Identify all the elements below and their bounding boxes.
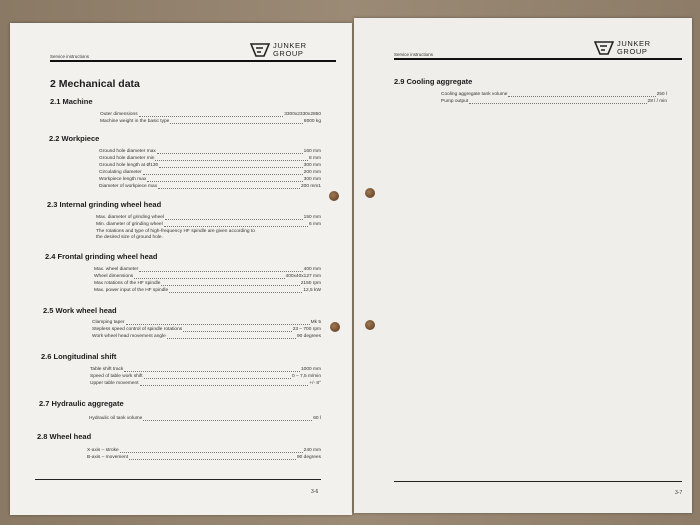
logo-line2: GROUP [273, 49, 304, 58]
spec-row: Ground hole length at Ø130 300 mm [99, 163, 321, 168]
section-heading: 2.8 Wheel head [37, 432, 92, 441]
junker-logo-icon [250, 43, 270, 57]
spec-row: Diameter of workpiece max 200 mm1 [99, 184, 321, 189]
spec-row: Max. diameter of grinding wheel 150 mm [96, 215, 321, 220]
spec-row: Min. diameter of grinding wheel 6 mm [96, 222, 321, 227]
logo-line1: JUNKER [617, 39, 651, 48]
spec-row: Table shift track 1000 mm [90, 367, 321, 372]
left-page [10, 23, 352, 515]
spec-row: Ground hole diameter min 8 mm [99, 156, 321, 161]
header-rule [50, 60, 336, 62]
spec-row: B-axis – movement 90 degrees [87, 455, 321, 460]
spindle-note-line1: The rotations and type of high-frequency HF spindle are given according to [96, 229, 255, 234]
spec-row: Wheel dimensions 400x40x127 mm [94, 274, 321, 279]
header-rule [394, 58, 682, 60]
footer-rule [35, 479, 321, 480]
section-heading: 2.1 Machine [50, 97, 93, 106]
logo-line1: JUNKER [273, 41, 307, 50]
logo-line2: GROUP [617, 47, 648, 56]
header-doc-type: Service instructions [394, 52, 434, 57]
spec-row: Work wheel head movement angle 90 degrees [92, 334, 321, 339]
spec-row: Hydraulic oil tank volume 60 l [89, 416, 321, 421]
page-number: 3-7 [675, 490, 683, 496]
header-doc-type: Service instructions [50, 54, 90, 59]
spec-row: Clamping taper Mk 5 [92, 320, 321, 325]
spec-row: Max. power input of the HF spindle 12,5 kW [94, 288, 321, 293]
spec-row: Ground hole diameter max 160 mm [99, 149, 321, 154]
section-heading: 2.3 Internal grinding wheel head [47, 200, 162, 209]
spec-row: Upper table movement +/- 8° [90, 381, 321, 386]
spec-row: Stepless speed control of spindle rotations 23 – 700 rpm [92, 327, 321, 332]
company-logo [594, 40, 651, 56]
spec-row: Speed of table work shift 0 – 7,5 m/min [90, 374, 321, 379]
spec-row: Cooling aggregate tank volume 250 l [441, 92, 667, 97]
section-heading: 2.6 Longitudinal shift [41, 352, 117, 361]
section-heading: 2.2 Workpiece [49, 134, 100, 143]
binder-hole [365, 188, 375, 198]
binder-hole [365, 320, 375, 330]
spec-row: Machine weight in the basic type 8000 kg [100, 119, 321, 124]
spec-row: Max. wheel diameter 400 mm [94, 267, 321, 272]
section-heading: 2.9 Cooling aggregate [394, 77, 473, 86]
spec-row: Pump output 28 l / min [441, 99, 667, 104]
spec-row: Outer dimensions 3300x2330x2850 [100, 112, 321, 117]
section-heading: 2.4 Frontal grinding wheel head [45, 252, 158, 261]
section-heading: 2.5 Work wheel head [43, 306, 117, 315]
spec-row: X-axis – stroke 240 mm [87, 448, 321, 453]
section-heading: 2.7 Hydraulic aggregate [39, 399, 124, 408]
right-page [354, 18, 692, 513]
page-title: 2 Mechanical data [50, 78, 140, 90]
junker-logo-icon [594, 41, 614, 55]
binder-hole [330, 322, 340, 332]
company-logo [250, 42, 307, 58]
page-number: 3-6 [311, 489, 319, 495]
spec-row: Circulating diameter 200 mm [99, 170, 321, 175]
spec-row: Workpiece length max 300 mm [99, 177, 321, 182]
footer-rule [394, 481, 682, 482]
spindle-note-line2: the desired size of ground hole. [96, 235, 163, 240]
spec-row: Max rotations of the HF spindle 2150 rpm [94, 281, 321, 286]
binder-hole [329, 191, 339, 201]
